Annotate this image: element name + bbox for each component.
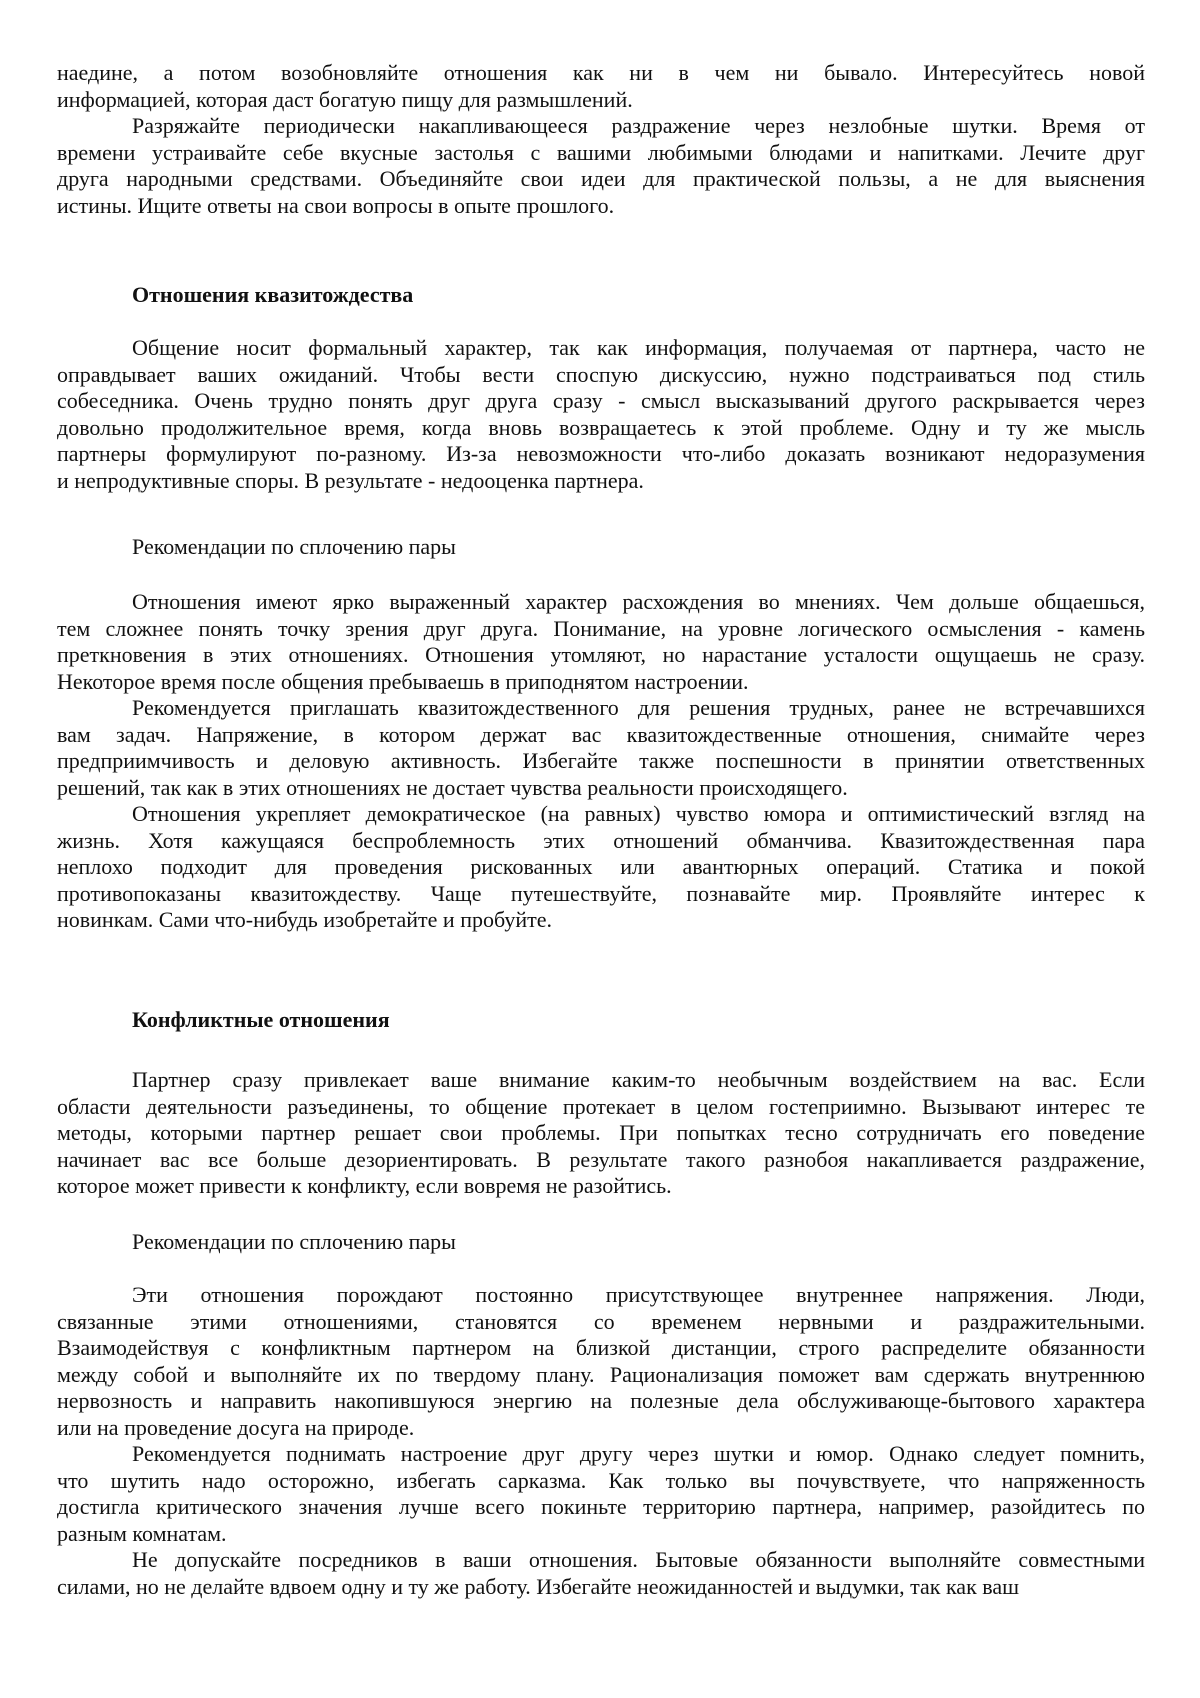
paragraph-line: начинает вас все больше дезориентировать. В результате такого разнобоя накапливается раздражение, [57, 1147, 1145, 1174]
paragraph-line: Общение носит формальный характер, так как информация, получаемая от партнера, часто не [57, 335, 1145, 362]
paragraph-line: тем сложнее понять точку зрения друг друга. Понимание, на уровне логического осмысления - камень [57, 616, 1145, 643]
paragraph [57, 1441, 1145, 1547]
section-heading: Конфликтные отношения [57, 1007, 1145, 1034]
paragraph-line: которое может привести к конфликту, если вовремя не разойтись. [57, 1173, 1145, 1200]
paragraph-line: Партнер сразу привлекает ваше внимание каким-то необычным воздействием на вас. Если [57, 1067, 1145, 1094]
text-group [57, 1229, 1145, 1256]
recommendations-subheading: Рекомендации по сплочению пары [57, 534, 1145, 561]
recommendations-subheading: Рекомендации по сплочению пары [57, 1229, 1145, 1256]
paragraph-line: вам задач. Напряжение, в котором держат вас квазитождественные отношения, снимайте через [57, 722, 1145, 749]
paragraph-line: достигла критического значения лучше всего покиньте территорию партнера, например, разойдитесь по [57, 1494, 1145, 1521]
paragraph-line: и непродуктивные споры. В результате - недооценка партнера. [57, 468, 1145, 495]
paragraph-line: собеседника. Очень трудно понять друг друга сразу - смысл высказываний другого раскрывается через [57, 388, 1145, 415]
paragraph-line: между собой и выполняйте их по твердому плану. Рационализация поможет вам сдержать внутреннюю [57, 1362, 1145, 1389]
paragraph-line: Не допускайте посредников в ваши отношения. Бытовые обязанности выполняйте совместными [57, 1547, 1145, 1574]
paragraph [57, 801, 1145, 934]
paragraph-line: связанные этими отношениями, становятся со временем нервными и раздражительными. [57, 1309, 1145, 1336]
paragraph-line: информацией, которая даст богатую пищу для размышлений. [57, 87, 1145, 114]
paragraph-line: противопоказаны квазитождеству. Чаще путешествуйте, познавайте мир. Проявляйте интерес к [57, 881, 1145, 908]
paragraph [57, 113, 1145, 219]
paragraph-line: друга народными средствами. Объединяйте свои идеи для практической пользы, а не для выяснения [57, 166, 1145, 193]
text-group [57, 1067, 1145, 1200]
paragraph-line: Эти отношения порождают постоянно присутствующее внутреннее напряжения. Люди, [57, 1282, 1145, 1309]
paragraph-line: методы, которыми партнер решает свои проблемы. При попытках тесно сотрудничать его поведение [57, 1120, 1145, 1147]
text-group [57, 60, 1145, 219]
paragraph-line: неплохо подходит для проведения рискованных или авантюрных операций. Статика и покой [57, 854, 1145, 881]
paragraph-line: разным комнатам. [57, 1521, 1145, 1548]
paragraph-line: области деятельности разъединены, то общение протекает в целом гостеприимно. Вызывают интерес те [57, 1094, 1145, 1121]
text-group [57, 534, 1145, 561]
paragraph-line: новинкам. Сами что-нибудь изобретайте и пробуйте. [57, 907, 1145, 934]
paragraph-line: предприимчивость и деловую активность. Избегайте также поспешности в принятии ответственных [57, 748, 1145, 775]
paragraph-line: истины. Ищите ответы на свои вопросы в опыте прошлого. [57, 193, 1145, 220]
paragraph-line: Разряжайте периодически накапливающееся раздражение через незлобные шутки. Время от [57, 113, 1145, 140]
paragraph-line: силами, но не делайте вдвоем одну и ту же работу. Избегайте неожиданностей и выдумки, так как ваш [57, 1574, 1145, 1601]
paragraph [57, 335, 1145, 494]
paragraph-line: партнеры формулируют по-разному. Из-за невозможности что-либо доказать возникают недоразумения [57, 441, 1145, 468]
paragraph-line: нервозность и направить накопившуюся энергию на полезные дела обслуживающе-бытового характера [57, 1388, 1145, 1415]
paragraph-line: Отношения имеют ярко выраженный характер расхождения во мнениях. Чем дольше общаешься, [57, 589, 1145, 616]
paragraph-line: Отношения укрепляет демократическое (на равных) чувство юмора и оптимистический взгляд на [57, 801, 1145, 828]
paragraph-line: что шутить надо осторожно, избегать сарказма. Как только вы почувствуете, что напряженность [57, 1468, 1145, 1495]
paragraph [57, 695, 1145, 801]
paragraph-line: Рекомендуется поднимать настроение друг другу через шутки и юмор. Однако следует помнить, [57, 1441, 1145, 1468]
text-group [57, 335, 1145, 494]
text-group [57, 282, 1145, 309]
paragraph-line: Рекомендуется приглашать квазитождественного для решения трудных, ранее не встречавшихся [57, 695, 1145, 722]
paragraph [57, 589, 1145, 695]
paragraph-line: довольно продолжительное время, когда вновь возвращаетесь к этой проблеме. Одну и ту же мысль [57, 415, 1145, 442]
paragraph-line: времени устраивайте себе вкусные застолья с вашими любимыми блюдами и напитками. Лечите друг [57, 140, 1145, 167]
paragraph [57, 1067, 1145, 1200]
paragraph-line: наедине, а потом возобновляйте отношения как ни в чем ни бывало. Интересуйтесь новой [57, 60, 1145, 87]
text-group [57, 589, 1145, 934]
paragraph-line: преткновения в этих отношениях. Отношения утомляют, но нарастание усталости ощущаешь не сразу. [57, 642, 1145, 669]
paragraph-line: Взаимодействуя с конфликтным партнером на близкой дистанции, строго распределите обязанности [57, 1335, 1145, 1362]
paragraph [57, 60, 1145, 113]
paragraph-line: Некоторое время после общения пребываешь в приподнятом настроении. [57, 669, 1145, 696]
paragraph [57, 1282, 1145, 1441]
paragraph-line: жизнь. Хотя кажущаяся беспроблемность этих отношений обманчива. Квазитождественная пара [57, 828, 1145, 855]
paragraph-line: решений, так как в этих отношениях не достает чувства реальности происходящего. [57, 775, 1145, 802]
section-heading: Отношения квазитождества [57, 282, 1145, 309]
text-group [57, 1282, 1145, 1600]
paragraph-line: или на проведение досуга на природе. [57, 1415, 1145, 1442]
text-group [57, 1007, 1145, 1034]
paragraph-line: оправдывает ваших ожиданий. Чтобы вести споспую дискуссию, нужно подстраиваться под стиль [57, 362, 1145, 389]
paragraph [57, 1547, 1145, 1600]
